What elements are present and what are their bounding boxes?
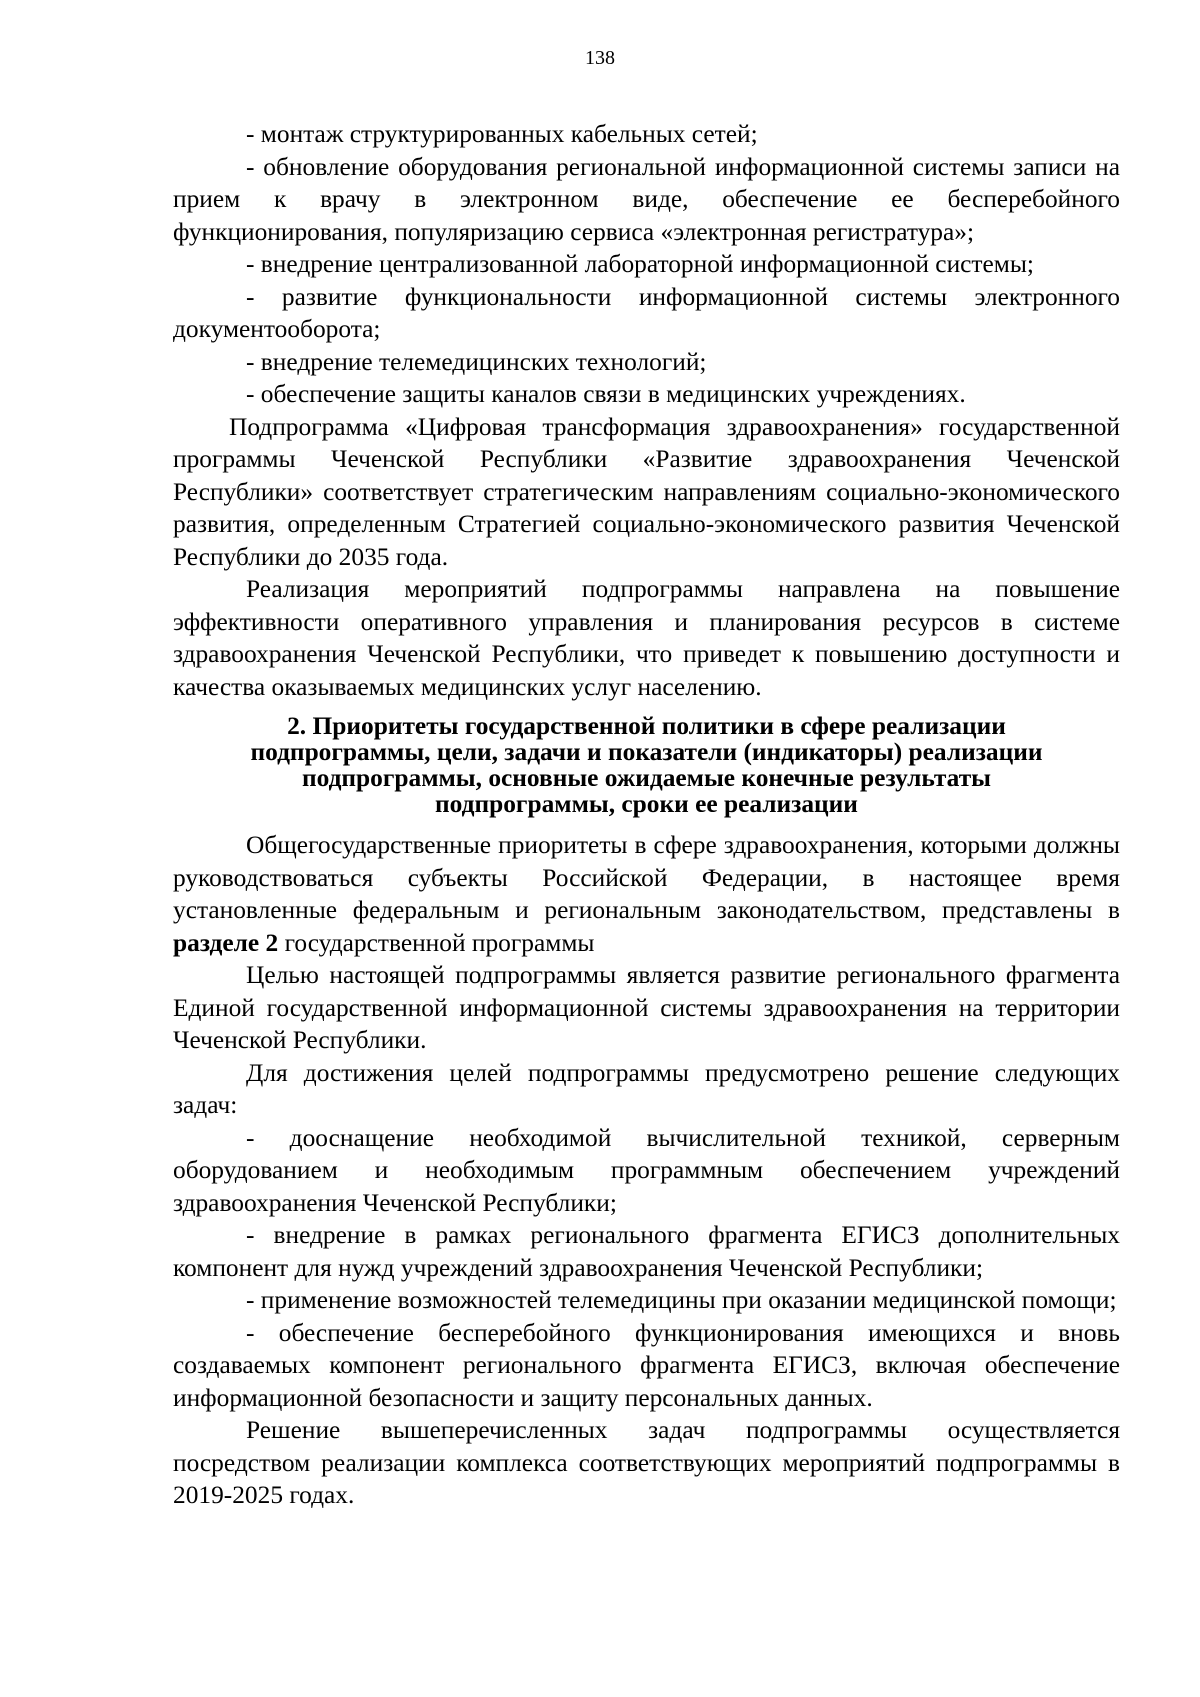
bold-reference: разделе 2: [173, 928, 279, 957]
list-item: - монтаж структурированных кабельных сетей;: [246, 120, 758, 148]
paragraph: [173, 829, 1120, 959]
paragraph: Для достижения целей подпрограммы предусмотрено решение следующих задач:: [173, 1058, 1120, 1119]
list-item: - обеспечение бесперебойного функционирования имеющихся и вновь создаваемых компонент регионального фрагмента ЕГИСЗ, включая обеспечение информационной безопасности и защиту персональных данных.: [173, 1318, 1120, 1412]
list-item: - развитие функциональности информационной системы электронного документооборота;: [173, 282, 1120, 343]
list-item: - обеспечение защиты каналов связи в медицинских учреждениях.: [246, 380, 966, 408]
paragraph: Целью настоящей подпрограммы является развитие регионального фрагмента Единой государственной информационной системы здравоохранения на территории Чеченской Республики.: [173, 961, 1120, 1054]
paragraph: Решение вышеперечисленных задач подпрограммы осуществляется посредством реализации комплекса соответствующих мероприятий подпрограммы в 2019-2025 годах.: [173, 1416, 1120, 1509]
heading-line: подпрограммы, основные ожидаемые конечные результаты: [301, 764, 992, 792]
heading-line: подпрограммы, сроки ее реализации: [435, 790, 858, 818]
paragraph: Реализация мероприятий подпрограммы направлена на повышение эффективности оперативного управления и планирования ресурсов в системе здравоохранения Чеченской Республики, что приведет к повышению доступности и качества оказываемых медицинских услуг населению.: [173, 575, 1120, 701]
paragraph: Подпрограмма «Цифровая трансформация здравоохранения» государственной программы Чеченской Республики «Развитие здравоохранения Чеченской Республики» соответствует стратегическим направлениям социально-экономического развития, определенным Стратегией социально-экономического развития Чеченской Республики до 2035 года.: [173, 412, 1120, 571]
paragraph-text: Общегосударственные приоритеты в сфере здравоохранения, которыми должны руководствоваться субъекты Российской Федерации, в настоящее время установленные федеральным и региональным законодательством, представлены в: [173, 831, 1120, 924]
list-item: - применение возможностей телемедицины при оказании медицинской помощи;: [246, 1286, 1117, 1314]
paragraph-text: государственной программы: [284, 928, 595, 957]
section-heading: [173, 713, 1120, 817]
heading-line: подпрограммы, цели, задачи и показатели (индикаторы) реализации: [250, 738, 1043, 766]
list-item: - внедрение централизованной лабораторной информационной системы;: [246, 250, 1034, 278]
list-item: - внедрение телемедицинских технологий;: [246, 347, 707, 376]
list-item: - дооснащение необходимой вычислительной техникой, серверным оборудованием и необходимым программным обеспечением учреждений здравоохранения Чеченской Республики;: [173, 1123, 1120, 1217]
list-item: - внедрение в рамках регионального фрагмента ЕГИСЗ дополнительных компонент для нужд учреждений здравоохранения Чеченской Республики;: [173, 1221, 1120, 1282]
page-number: 138: [585, 47, 615, 69]
document-body: [173, 118, 1120, 1512]
heading-line: 2. Приоритеты государственной политики в сфере реализации: [287, 712, 1006, 740]
list-item: - обновление оборудования региональной информационной системы записи на прием к врачу в электронном виде, обеспечение ее бесперебойного функционирования, популяризацию сервиса «электронная регистратура»;: [173, 152, 1120, 246]
